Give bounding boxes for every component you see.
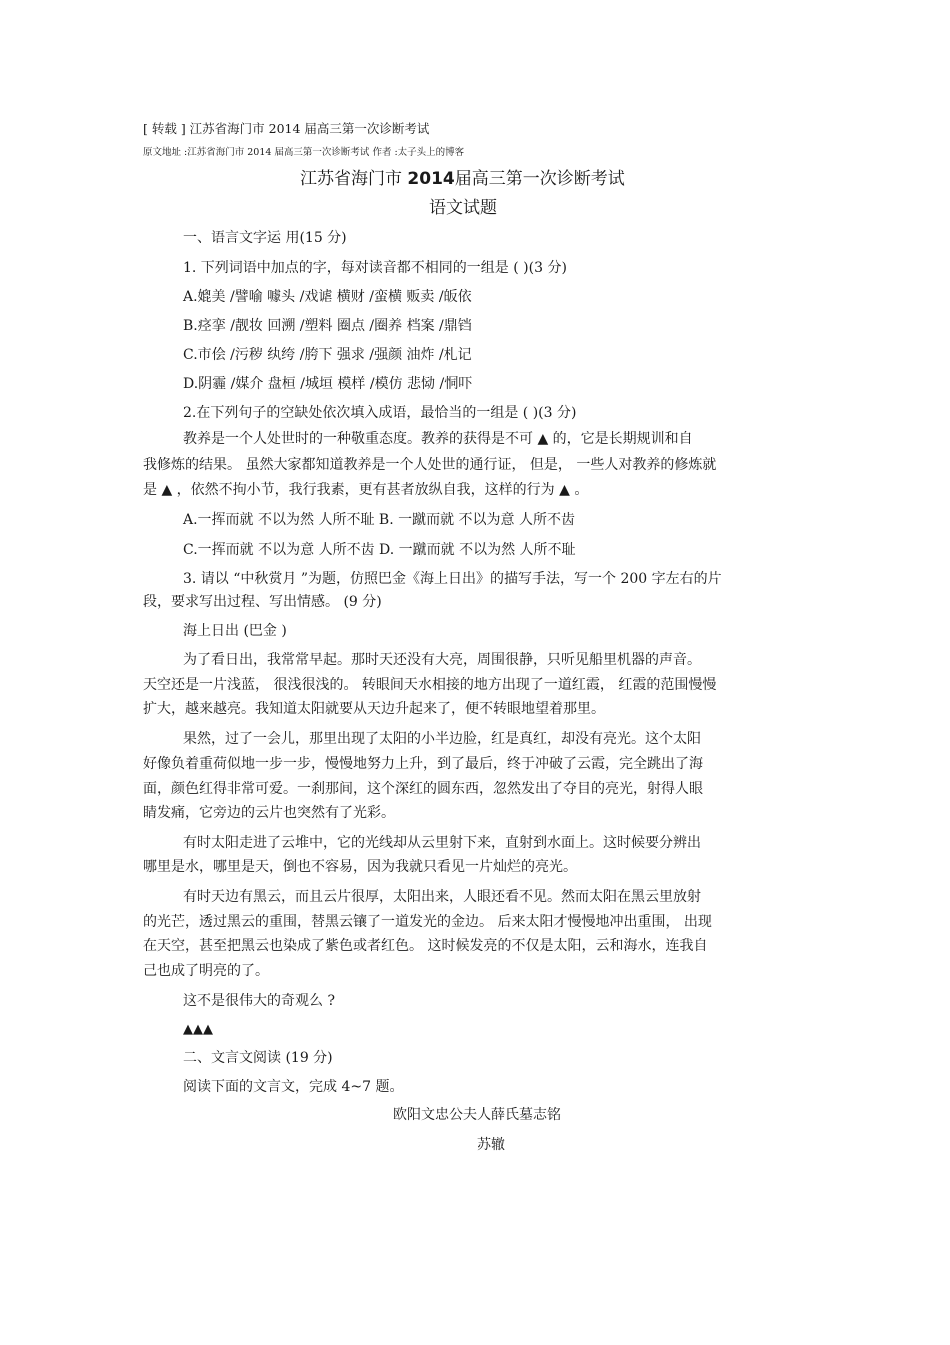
essay-line: 有时天边有黑云，而且云片很厚，太阳出来，人眼还看不见。然而太阳在黑云里放射 bbox=[183, 889, 701, 905]
q2-para-line: 是 ▲ ，依然不拘小节，我行我素，更有甚者放纵自我，这样的行为 ▲ 。 bbox=[143, 482, 589, 498]
q2-options-ab: A.一挥而就 不以为然 人所不耻 B. 一蹴而就 不以为意 人所不齿 bbox=[183, 512, 575, 528]
title-year: 2014 bbox=[407, 169, 455, 189]
q1-option-a: A.媲美 /譬喻 噱头 /戏谑 横财 /蛮横 贩卖 /皈依 bbox=[183, 289, 472, 305]
page-title bbox=[300, 170, 625, 188]
essay-line: 面，颜色红得非常可爱。一刹那间，这个深红的圆东西，忽然发出了夺目的亮光，射得人眼 bbox=[143, 781, 703, 797]
q2-para-line: 教养是一个人处世时的一种敬重态度。教养的获得是不可 ▲ 的，它是长期规训和自 bbox=[183, 431, 693, 447]
essay-title: 海上日出 (巴金 ) bbox=[183, 623, 287, 639]
source-line: 原文地址 :江苏省海门市 2014 届高三第一次诊断考试 作者 :太子头上的博客 bbox=[143, 147, 465, 158]
essay-line: 的光芒，透过黑云的重围，替黑云镶了一道发光的金边。 后来太阳才慢慢地冲出重围， 出现 bbox=[143, 914, 712, 930]
essay-line: 哪里是水，哪里是天，倒也不容易，因为我就只看见一片灿烂的亮光。 bbox=[143, 859, 577, 875]
essay-line: 睛发痛，它旁边的云片也突然有了光彩。 bbox=[143, 805, 395, 821]
repost-line: [ 转载 ] 江苏省海门市 2014 届高三第一次诊断考试 bbox=[143, 121, 430, 136]
piece-title: 欧阳文忠公夫人薛氏墓志铭 bbox=[393, 1107, 561, 1123]
q1-option-d: D.阴霾 /媒介 盘桓 /城垣 模样 /模仿 悲恸 /恫吓 bbox=[183, 376, 473, 392]
section2-heading: 二、文言文阅读 (19 分) bbox=[183, 1050, 333, 1066]
essay-line: 扩大，越来越亮。我知道太阳就要从天边升起来了，便不转眼地望着那里。 bbox=[143, 701, 605, 717]
section1-heading: 一、语言文字运 用(15 分) bbox=[183, 230, 347, 246]
title-part-a: 江苏省海门市 bbox=[300, 169, 408, 189]
q1-stem: 1. 下列词语中加点的字，每对读音都不相同的一组是 ( )(3 分) bbox=[183, 260, 567, 276]
essay-line: 有时太阳走进了云堆中，它的光线却从云里射下来，直射到水面上。这时候要分辨出 bbox=[183, 835, 701, 851]
q3-stem: 3. 请以 “中秋赏月 ”为题，仿照巴金《海上日出》的描写手法，写一个 200 字左右的片 bbox=[183, 571, 722, 587]
section2-instruction: 阅读下面的文言文，完成 4~7 题。 bbox=[183, 1079, 404, 1095]
title-part-b: 届高三第一次诊断考试 bbox=[454, 169, 625, 189]
q2-stem: 2.在下列句子的空缺处依次填入成语，最恰当的一组是 ( )(3 分) bbox=[183, 405, 577, 421]
piece-author: 苏辙 bbox=[477, 1137, 505, 1153]
essay-line: 天空还是一片浅蓝， 很浅很浅的。 转眼间天水相接的地方出现了一道红霞， 红霞的范围慢慢 bbox=[143, 677, 717, 693]
essay-line: 为了看日出，我常常早起。那时天还没有大亮，周围很静，只听见船里机器的声音。 bbox=[183, 652, 701, 668]
essay-line: 这不是很伟大的奇观么 ? bbox=[183, 993, 335, 1009]
essay-line: 己也成了明亮的了。 bbox=[143, 963, 269, 979]
q1-option-c: C.市侩 /污秽 纨绔 /胯下 强求 /强颜 油炸 /札记 bbox=[183, 347, 472, 363]
triangle-markers: ▲▲▲ bbox=[183, 1022, 213, 1037]
essay-line: 好像负着重荷似地一步一步，慢慢地努力上升，到了最后，终于冲破了云霞，完全跳出了海 bbox=[143, 756, 703, 772]
essay-line: 在天空，甚至把黑云也染成了紫色或者红色。 这时候发亮的不仅是太阳，云和海水，连我自 bbox=[143, 938, 708, 954]
q3-stem: 段，要求写出过程、写出情感。 (9 分) bbox=[143, 594, 382, 610]
page-subtitle: 语文试题 bbox=[429, 198, 497, 218]
q1-option-b: B.痉挛 /靓妆 回溯 /塑料 圈点 /圈养 档案 /鼎铛 bbox=[183, 318, 472, 334]
q2-options-cd: C.一挥而就 不以为意 人所不齿 D. 一蹴而就 不以为然 人所不耻 bbox=[183, 542, 576, 558]
q2-para-line: 我修炼的结果。 虽然大家都知道教养是一个人处世的通行证， 但是， 一些人对教养的修炼就 bbox=[143, 457, 717, 473]
essay-line: 果然，过了一会儿，那里出现了太阳的小半边脸，红是真红，却没有亮光。这个太阳 bbox=[183, 731, 701, 747]
